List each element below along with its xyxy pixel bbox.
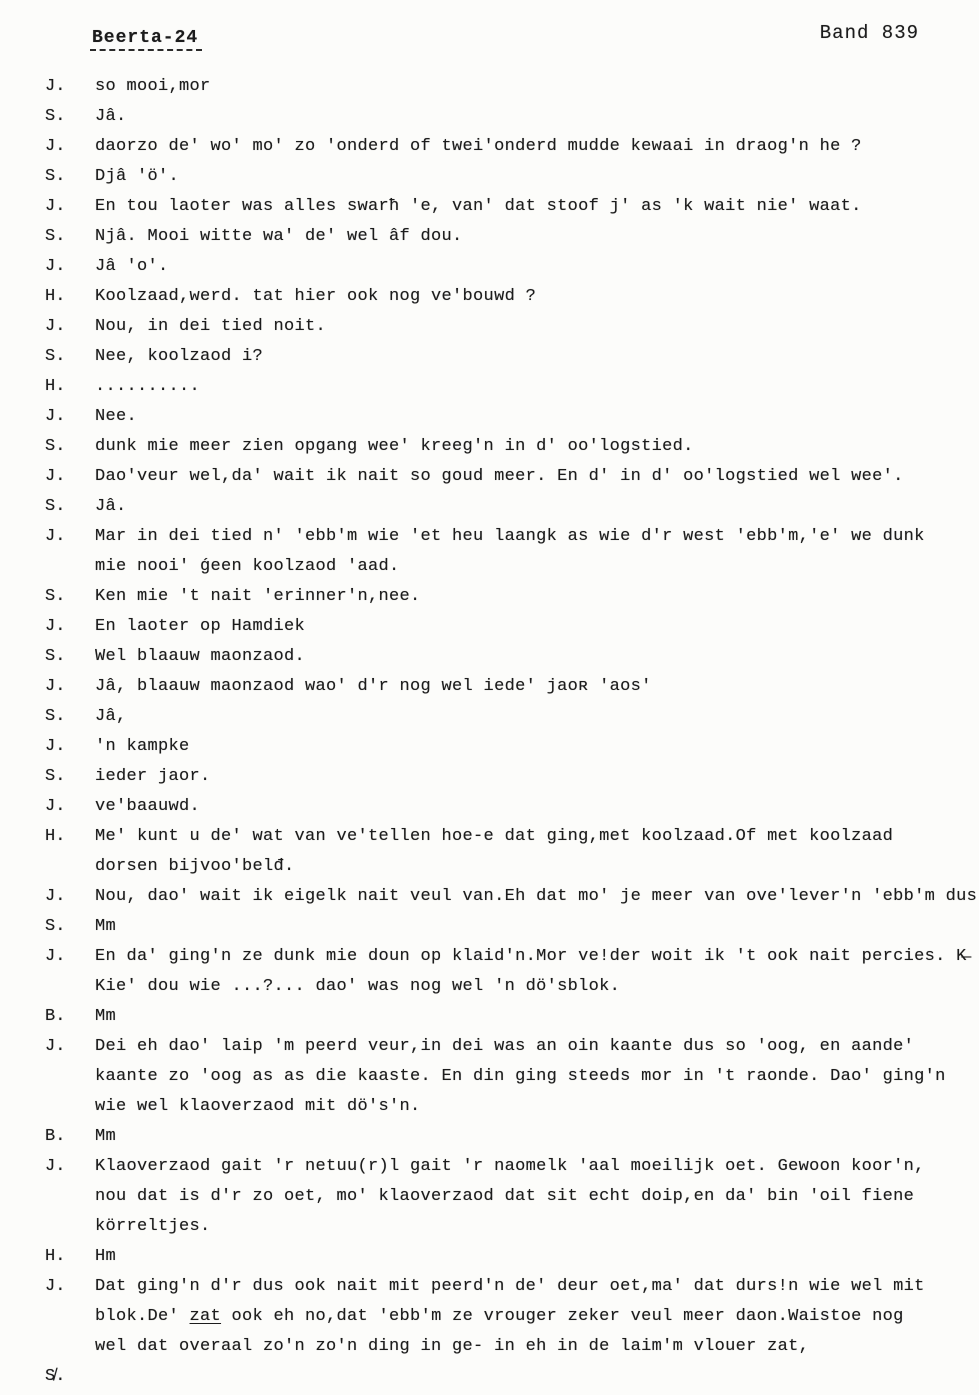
text-segment: ieder jaor.: [95, 767, 211, 786]
utterance-text: [95, 1002, 979, 1032]
speaker-label: S.: [45, 347, 66, 366]
utterance-line: [95, 1212, 979, 1242]
utterance-text: [95, 402, 979, 432]
dialogue-row: [0, 912, 979, 942]
dialogue-row: [0, 192, 979, 222]
speaker-label: S.: [45, 167, 66, 186]
dialogue: [0, 72, 979, 1392]
utterance-text: [95, 252, 979, 282]
utterance-line: [95, 702, 979, 732]
speaker-label: J.: [45, 527, 66, 546]
speaker-label: H.: [45, 1247, 66, 1266]
utterance-line: [95, 132, 979, 162]
text-segment: Mm: [95, 917, 117, 936]
dialogue-row: [0, 252, 979, 282]
speaker-label: J.: [45, 617, 66, 636]
dialogue-row: [0, 432, 979, 462]
utterance-line: [95, 162, 979, 192]
dialogue-row: [0, 1272, 979, 1362]
speaker-label: J.: [45, 467, 66, 486]
dialogue-row: [0, 1242, 979, 1272]
speaker-label: S.: [45, 107, 66, 126]
underlined-word: zat: [189, 1307, 222, 1326]
text-segment: Jâ 'o'.: [95, 257, 169, 276]
utterance-text: [95, 792, 979, 822]
dialogue-row: [0, 462, 979, 492]
dialogue-row: [0, 132, 979, 162]
utterance-text: [95, 672, 979, 702]
dialogue-row: [0, 522, 979, 582]
utterance-line: [95, 1002, 979, 1032]
utterance-text: [95, 882, 979, 912]
utterance-text: [95, 222, 979, 252]
text-segment: wel dat overaal zo'n zo'n ding in ge- in eh in de laim'm vlouer zat,: [95, 1337, 810, 1356]
text-segment: Jâ.: [95, 107, 127, 126]
utterance-text: [95, 612, 979, 642]
speaker-label: J.: [45, 1157, 66, 1176]
speaker-label: J.: [45, 257, 66, 276]
utterance-line: [95, 582, 979, 612]
utterance-line: [95, 342, 979, 372]
utterance-line: [95, 1272, 979, 1302]
utterance-line: [95, 282, 979, 312]
dialogue-row: [0, 162, 979, 192]
text-segment: Ken mie 't nait 'erinner'n,nee.: [95, 587, 421, 606]
dialogue-row: [0, 1032, 979, 1122]
utterance-line: [95, 972, 979, 1002]
speaker-label: J.: [45, 197, 66, 216]
utterance-text: [95, 462, 979, 492]
text-segment: Wel blaauw maonzaod.: [95, 647, 306, 666]
dialogue-row: [0, 342, 979, 372]
utterance-line: [95, 1062, 979, 1092]
utterance-text: [95, 642, 979, 672]
text-segment: Njâ. Mooi witte wa' de' wel âf dou.: [95, 227, 463, 246]
text-segment: mie nooi' ǵeen koolzaod 'aad.: [95, 557, 400, 576]
dialogue-row: [0, 672, 979, 702]
dialogue-row: [0, 102, 979, 132]
utterance-text: [95, 702, 979, 732]
utterance-line: [95, 732, 979, 762]
band-number: Band 839: [819, 22, 919, 44]
page-header: [0, 22, 979, 64]
utterance-text: [95, 132, 979, 162]
utterance-line: [95, 672, 979, 702]
utterance-line: [95, 72, 979, 102]
text-segment: Nou, dao' wait ik eigelk nait veul van.Eh dat mo' je meer van ove'lever'n 'ebb'm dus: [95, 887, 978, 906]
speaker-label: B.: [45, 1007, 66, 1026]
utterance-line: [95, 792, 979, 822]
text-segment: Mm: [95, 1007, 117, 1026]
utterance-text: [95, 1152, 979, 1242]
text-segment: körreltjes.: [95, 1217, 211, 1236]
utterance-text: [95, 372, 979, 402]
utterance-line: [95, 642, 979, 672]
speaker-label: S.: [45, 587, 66, 606]
text-segment: dorsen bijvoo'belđ.: [95, 857, 295, 876]
text-segment: Dao'veur wel,da' wait ik nait so goud meer. En d' in d' oo'logstied wel wee'.: [95, 467, 904, 486]
speaker-label: S.: [45, 497, 66, 516]
utterance-text: [95, 282, 979, 312]
utterance-text: [95, 72, 979, 102]
text-segment: dunk mie meer zien opgang wee' kreeg'n in d' oo'logstied.: [95, 437, 694, 456]
utterance-text: [95, 162, 979, 192]
speaker-label: S.: [45, 647, 66, 666]
text-segment: Klaoverzaod gait 'r netuu(r)l gait 'r naomelk 'aal moeilijk oet. Gewoon koor'n,: [95, 1157, 925, 1176]
text-segment: ook eh no,dat 'ebb'm ze vrouger zeker veul meer daon.Waistoe nog: [221, 1307, 904, 1326]
utterance-line: [95, 252, 979, 282]
dialogue-row: [0, 792, 979, 822]
dialogue-row: [0, 582, 979, 612]
dialogue-row: [0, 222, 979, 252]
dialogue-row: [0, 732, 979, 762]
speaker-label: J.: [45, 407, 66, 426]
dialogue-row: [0, 702, 979, 732]
utterance-line: [95, 882, 979, 912]
speaker-label: S.: [45, 227, 66, 246]
speaker-label: H.: [45, 827, 66, 846]
utterance-text: [95, 432, 979, 462]
speaker-label: B.: [45, 1127, 66, 1146]
text-segment: 'n kampke: [95, 737, 190, 756]
utterance-text: [95, 1272, 979, 1362]
text-segment: Hm: [95, 1247, 117, 1266]
text-segment: Koolzaad,werd. tat hier ook nog ve'bouwd ?: [95, 287, 537, 306]
text-segment: Nee.: [95, 407, 138, 426]
dialogue-row: [0, 72, 979, 102]
speaker-label: J.: [45, 737, 66, 756]
utterance-line: [95, 762, 979, 792]
speaker-label: J.: [45, 317, 66, 336]
utterance-line: [95, 1302, 979, 1332]
utterance-text: [95, 492, 979, 522]
speaker-label: S̸.: [45, 1367, 66, 1386]
utterance-line: [95, 1092, 979, 1122]
utterance-text: [95, 1032, 979, 1122]
speaker-label: J.: [45, 137, 66, 156]
utterance-text: [95, 192, 979, 222]
dialogue-row: [0, 762, 979, 792]
utterance-line: [95, 522, 979, 552]
text-segment: Nee, koolzaod i?: [95, 347, 264, 366]
text-segment: Jâ, blaauw maonzaod wao' d'r nog wel iede' jaoʀ 'aos': [95, 677, 652, 696]
text-segment: Jâ,: [95, 707, 127, 726]
dialogue-row: [0, 1152, 979, 1242]
speaker-label: S.: [45, 707, 66, 726]
text-segment: blok.De': [95, 1307, 190, 1326]
dialogue-row: [0, 402, 979, 432]
utterance-line: [95, 612, 979, 642]
text-segment: so mooi,mor: [95, 77, 211, 96]
speaker-label: S.: [45, 917, 66, 936]
dialogue-row: [0, 312, 979, 342]
utterance-line: [95, 1122, 979, 1152]
utterance-line: [95, 432, 979, 462]
dialogue-row: [0, 942, 979, 1002]
utterance-line: [95, 1242, 979, 1272]
utterance-line: [95, 852, 979, 882]
speaker-label: J.: [45, 947, 66, 966]
utterance-text: [95, 822, 979, 882]
speaker-label: J.: [45, 677, 66, 696]
dialogue-row: [0, 282, 979, 312]
text-segment: En laoter op Hamdiek: [95, 617, 306, 636]
text-segment: Djâ 'ö'.: [95, 167, 180, 186]
utterance-line: [95, 402, 979, 432]
speaker-label: J.: [45, 797, 66, 816]
dialogue-row: [0, 1362, 979, 1392]
utterance-text: [95, 1242, 979, 1272]
text-segment: Mm: [95, 1127, 117, 1146]
dialogue-row: [0, 372, 979, 402]
utterance-line: [95, 1152, 979, 1182]
utterance-line: [95, 822, 979, 852]
speaker-label: H.: [45, 287, 66, 306]
text-segment: Me' kunt u de' wat van ve'tellen hoe-e dat ging,met koolzaad.Of met koolzaad: [95, 827, 894, 846]
utterance-line: [95, 492, 979, 522]
text-segment: nou dat is d'r zo oet, mo' klaoverzaod dat sit echt doip,en da' bin 'oil fiene: [95, 1187, 915, 1206]
text-segment: Nou, in dei tied noit.: [95, 317, 327, 336]
utterance-line: [95, 102, 979, 132]
utterance-text: [95, 582, 979, 612]
speaker-label: J.: [45, 77, 66, 96]
utterance-text: [95, 102, 979, 132]
speaker-label: J.: [45, 1037, 66, 1056]
utterance-line: [95, 942, 979, 972]
text-segment: ve'baauwd.: [95, 797, 201, 816]
utterance-line: [95, 372, 979, 402]
utterance-line: [95, 312, 979, 342]
speaker-label: J.: [45, 887, 66, 906]
dialogue-row: [0, 882, 979, 912]
page-title: Beerta-24: [90, 28, 202, 51]
utterance-text: [95, 942, 979, 1002]
text-segment: Dat ging'n d'r dus ook nait mit peerd'n de' deur oet,ma' dat durs!n wie wel mit: [95, 1277, 925, 1296]
speaker-label: S.: [45, 437, 66, 456]
utterance-text: [95, 312, 979, 342]
utterance-line: [95, 1032, 979, 1062]
speaker-label: H.: [45, 377, 66, 396]
speaker-label: S.: [45, 767, 66, 786]
utterance-text: [95, 522, 979, 582]
utterance-line: [95, 1332, 979, 1362]
utterance-text: [95, 342, 979, 372]
dialogue-row: [0, 1122, 979, 1152]
text-segment: Mar in dei tied n' 'ebb'm wie 'et heu laangk as wie d'r west 'ebb'm,'e' we dunk: [95, 527, 925, 546]
utterance-text: [95, 1122, 979, 1152]
text-segment: En da' ging'n ze dunk mie doun op klaid'n.Mor ve!der woit ik 't ook nait percies. K̶: [95, 947, 967, 966]
dialogue-row: [0, 822, 979, 882]
utterance-text: [95, 762, 979, 792]
speaker-label: J.: [45, 1277, 66, 1296]
text-segment: Kie' dou wie ...?... dao' was nog wel 'n dö'sblok.: [95, 977, 621, 996]
text-segment: ..........: [95, 377, 201, 396]
utterance-text: [95, 912, 979, 942]
utterance-line: [95, 552, 979, 582]
dialogue-row: [0, 492, 979, 522]
text-segment: Jâ.: [95, 497, 127, 516]
text-segment: Dei eh dao' laip 'm peerd veur,in dei was an oin kaante dus so 'oog, en aande': [95, 1037, 915, 1056]
utterance-text: [95, 732, 979, 762]
text-segment: En tou laoter was alles swarħ 'e, van' dat stoof j' as 'k wait nie' waat.: [95, 197, 862, 216]
dialogue-row: [0, 1002, 979, 1032]
text-segment: daorzo de' wo' mo' zo 'onderd of twei'onderd mudde kewaai in draog'n he ?: [95, 137, 862, 156]
utterance-line: [95, 222, 979, 252]
dialogue-row: [0, 642, 979, 672]
utterance-line: [95, 462, 979, 492]
text-segment: wie wel klaoverzaod mit dö's'n.: [95, 1097, 421, 1116]
utterance-line: [95, 912, 979, 942]
utterance-line: [95, 192, 979, 222]
dialogue-row: [0, 612, 979, 642]
utterance-line: [95, 1182, 979, 1212]
text-segment: kaante zo 'oog as as die kaaste. En din ging steeds mor in 't raonde. Dao' ging'n: [95, 1067, 946, 1086]
